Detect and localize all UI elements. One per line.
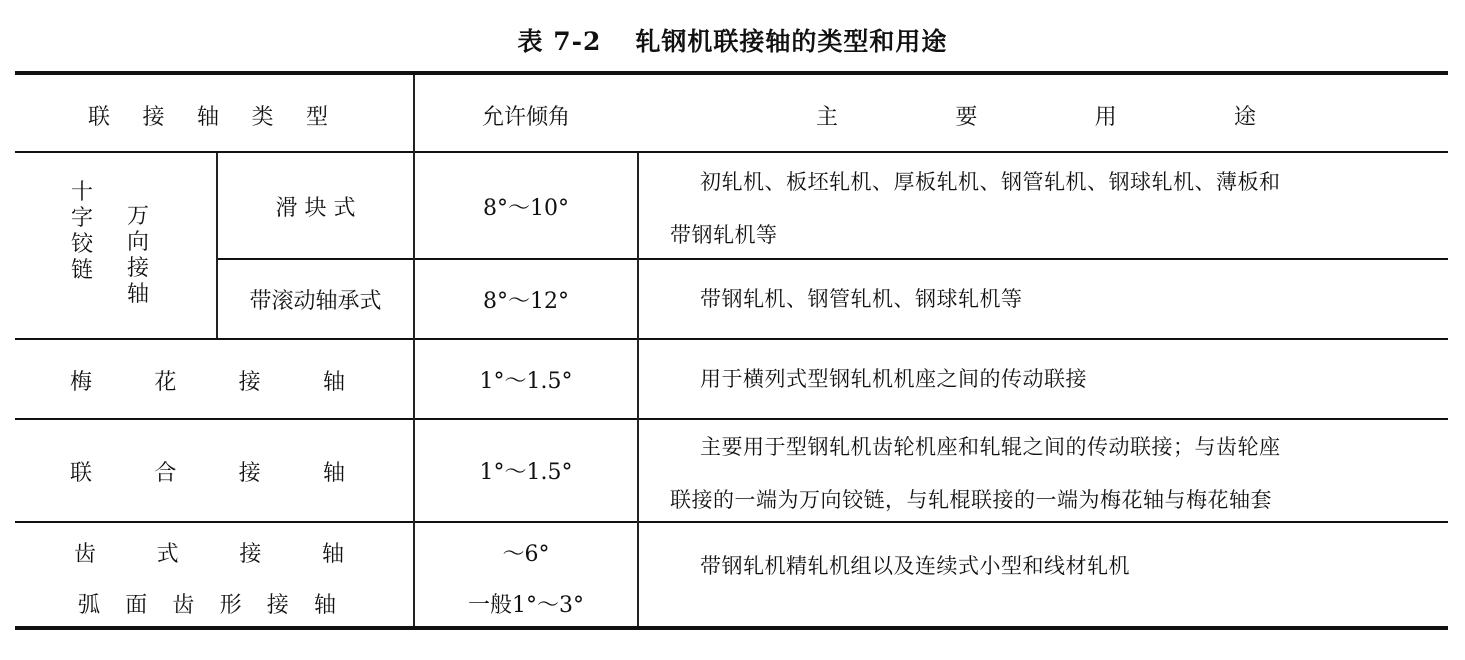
cross-hinge-label: 十字铰链 [70,180,93,283]
table-title [0,22,1465,58]
slider-use-line-2: 带钢轧机等 [670,223,778,247]
rolling-bearing-type: 带滚动轴承式 [249,288,382,314]
combined-use-line-2: 联接的一端为万向铰链，与轧棍联接的一端为梅花轴与梅花轴套 [670,488,1272,512]
universal-joint-label: 万向接轴 [126,204,149,307]
combined-type: 联 合 接 轴 [70,460,345,486]
table-caption: 轧钢机联接轴的类型和用途 [635,27,948,56]
gear-type: 齿 式 接 轴 [74,541,344,567]
gear-angle-1: ～6° [502,541,550,567]
rolling-bearing-angle: 8°～12° [483,288,569,314]
plum-angle: 1°～1.5° [479,368,573,394]
row-rule-1 [15,338,1448,340]
plum-use: 用于横列式型钢轧机机座之间的传动联接 [700,367,1087,391]
header-use: 主 要 用 途 [816,104,1256,130]
rolling-bearing-use: 带钢轧机、钢管轧机、钢球轧机等 [700,287,1023,311]
bottom-rule [15,626,1448,630]
row-rule-2 [15,418,1448,420]
plum-type: 梅 花 接 轴 [70,369,345,395]
header-angle: 允许倾角 [481,104,570,130]
arc-gear-type: 弧 面 齿 形 接 轴 [78,592,336,618]
gear-use: 带钢轧机精轧机组以及连续式小型和线材轧机 [700,554,1130,578]
combined-angle: 1°～1.5° [479,460,573,485]
header-type: 联 接 轴 类 型 [88,104,328,130]
table-number: 表 7-2 [517,27,602,56]
header-rule [15,151,1448,153]
col-divider-2 [637,153,639,626]
gear-angle-2: 一般1°～3° [468,592,584,618]
slider-angle: 8°～10° [483,196,569,221]
combined-use-line-1: 主要用于型钢轧机齿轮机座和轧辊之间的传动联接；与齿轮座 [700,435,1281,459]
row-rule-3 [15,521,1448,523]
slider-type: 滑 块 式 [275,196,356,221]
top-rule [15,71,1448,75]
slider-use-line-1: 初轧机、板坯轧机、厚板轧机、钢管轧机、钢球轧机、薄板和 [700,170,1281,194]
